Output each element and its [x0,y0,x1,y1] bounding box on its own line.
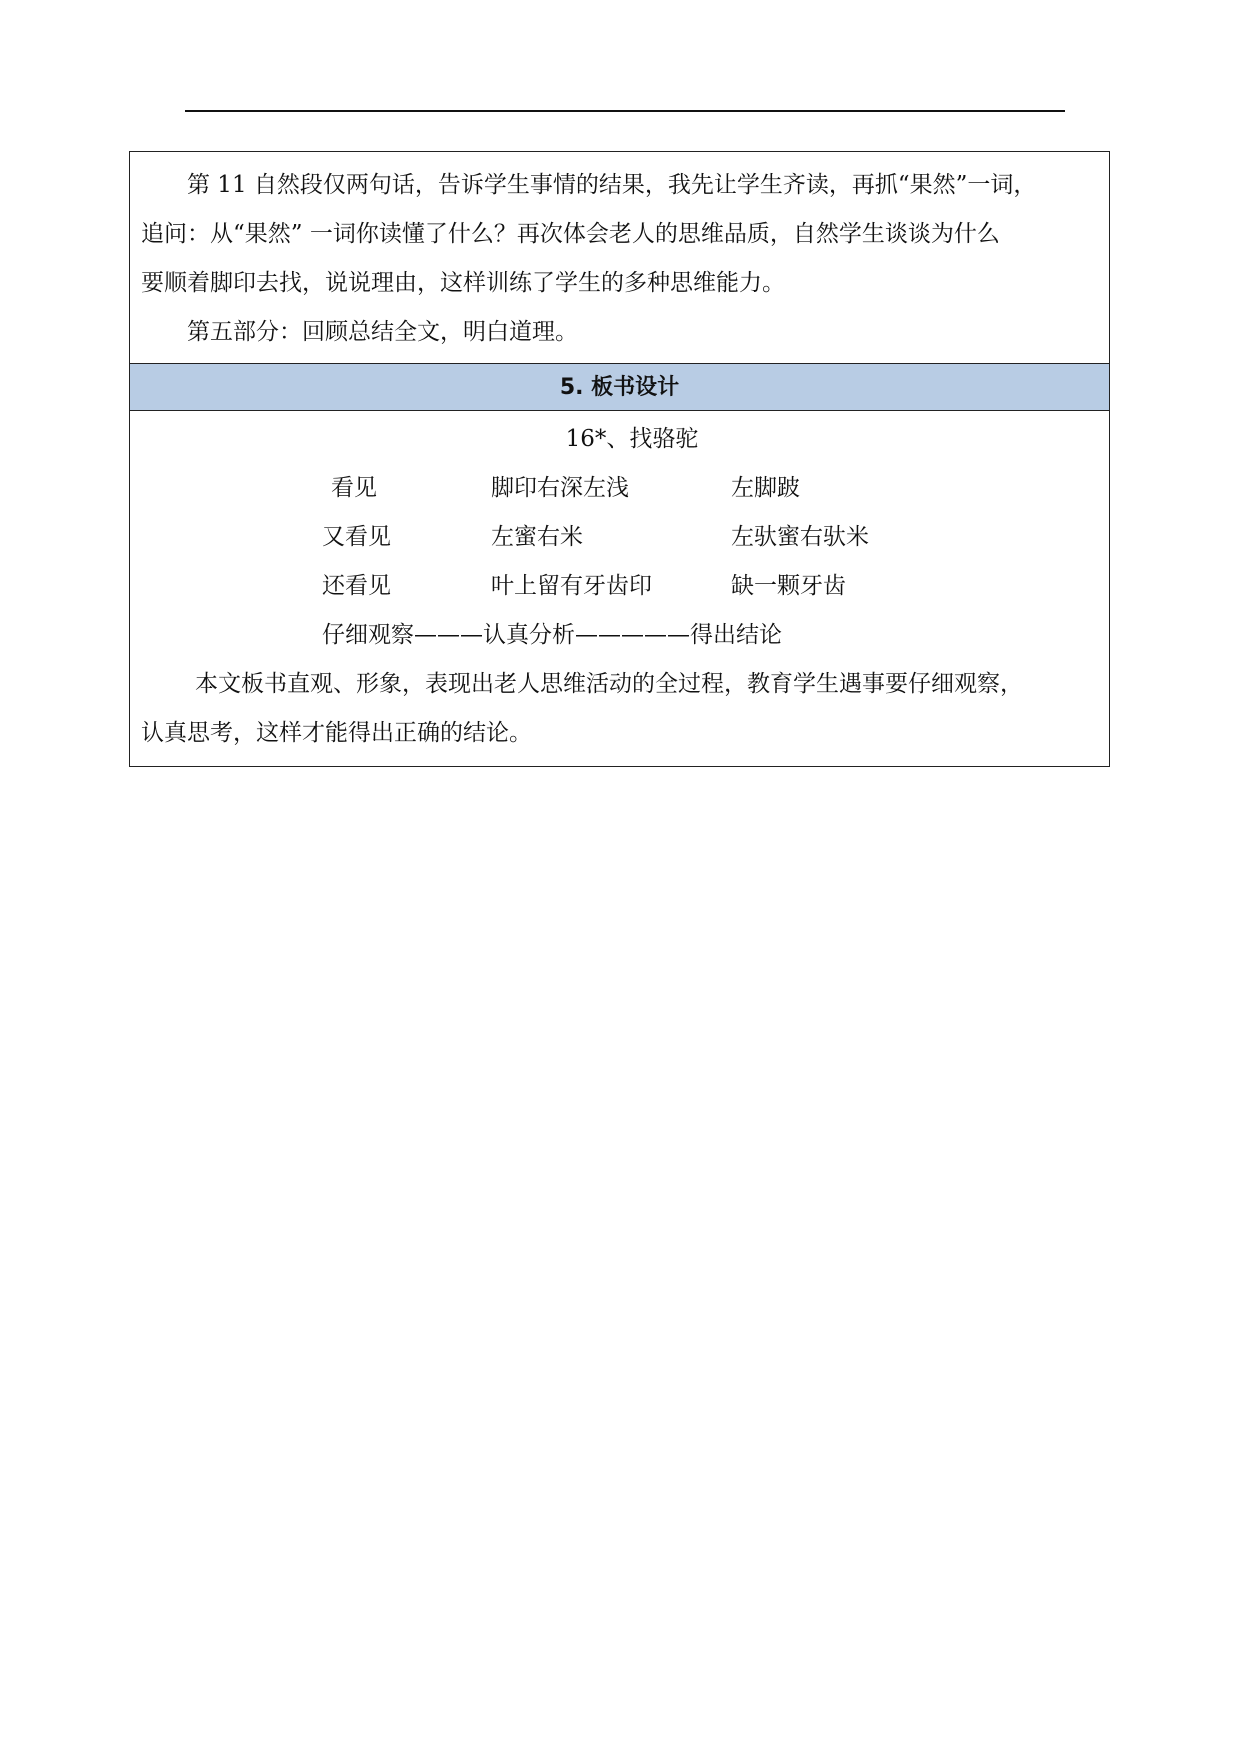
board-flow-row [141,611,1101,660]
part-five-paragraph: 第五部分：回顾总结全文，明白道理。 [187,319,578,345]
conclusion-text: 左脚跛 [731,475,800,501]
evidence-text: 叶上留有牙齿印 [491,573,652,599]
conclusion-text: 左驮蜜右驮米 [731,524,869,550]
board-summary [141,660,1101,758]
board-row [141,464,1101,513]
thinking-flow: 仔细观察———认真分析—————得出结论 [322,622,782,648]
section-header-board-design: 5. 板书设计 [130,363,1109,411]
teaching-process-cell [130,152,1109,363]
evidence-text: 脚印右深左浅 [491,475,629,501]
text-line: 第 11 自然段仅两句话，告诉学生事情的结果，我先让学生齐读，再抓“果然”一词， [187,172,1037,198]
board-design-cell [130,411,1109,766]
text-line: 要顺着脚印去找，说说理由，这样训练了学生的多种思维能力。 [141,270,785,296]
conclusion-text: 缺一颗牙齿 [731,573,846,599]
board-title: 16*、找骆驼 [565,426,699,452]
board-row [141,513,1101,562]
board-row [141,562,1101,611]
text-line: 本文板书直观、形象，表现出老人思维活动的全过程，教育学生遇事要仔细观察， [195,671,1024,697]
lesson-table [129,151,1110,767]
observe-text: 又看见 [322,524,391,550]
observe-text: 还看见 [322,573,391,599]
header-rule [185,110,1065,112]
observe-text: 看见 [331,475,377,501]
text-line: 认真思考，这样才能得出正确的结论。 [141,720,532,746]
evidence-text: 左蜜右米 [491,524,583,550]
paragraph-eleven-analysis [141,161,1101,308]
text-line: 追问：从“果然” 一词你读懂了什么？再次体会老人的思维品质，自然学生谈谈为什么 [141,221,1000,247]
